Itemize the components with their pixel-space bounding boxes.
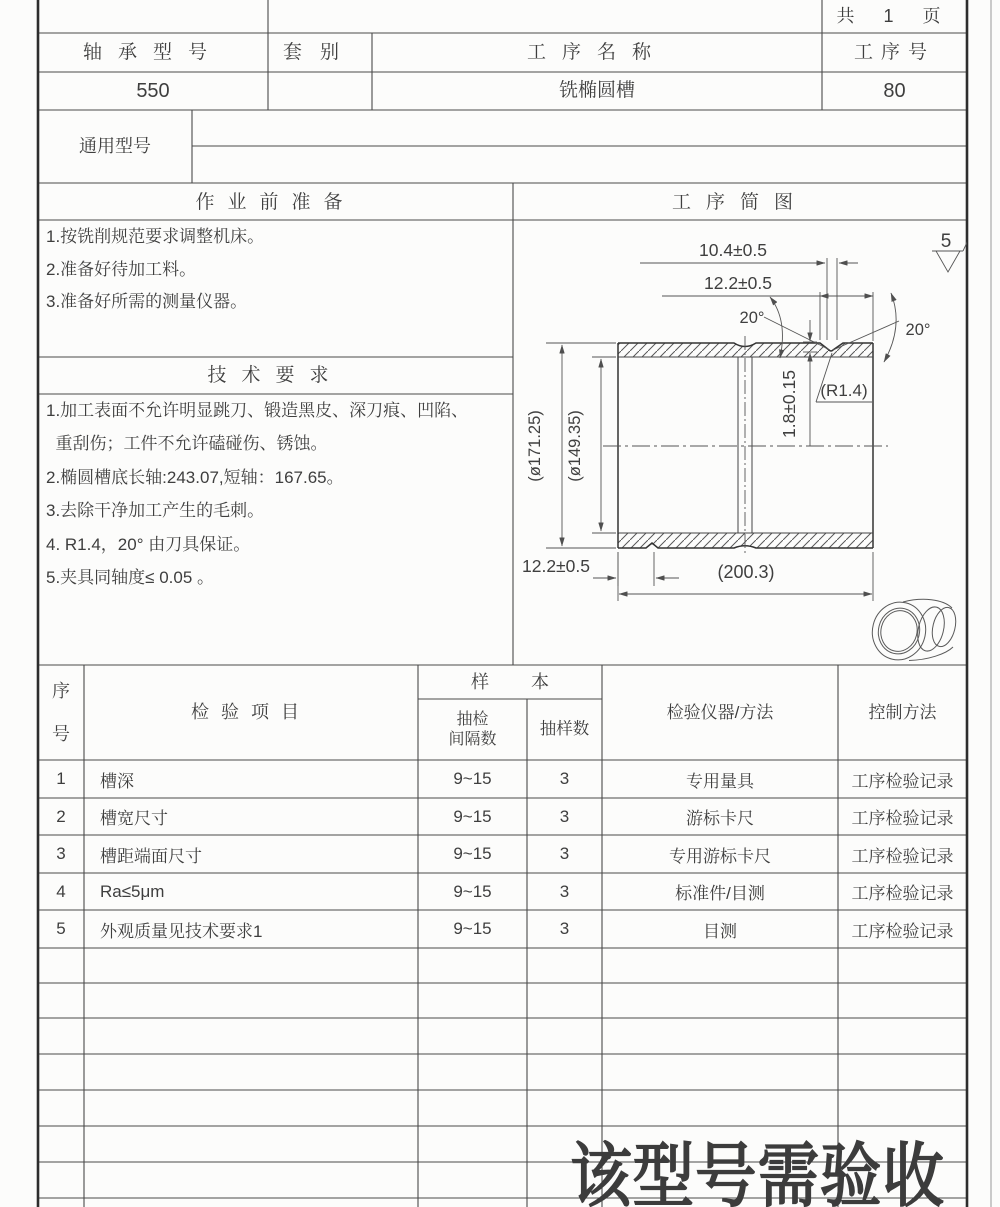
tech-line: 5.夹具同轴度≤ 0.05 。 bbox=[46, 568, 215, 588]
col-header-no bbox=[38, 665, 84, 760]
col-header-item: 检验项目 bbox=[191, 702, 311, 723]
tech-line: 4. R1.4，20° 由刀具保证。 bbox=[46, 535, 251, 555]
row-interval: 9~15 bbox=[453, 806, 492, 826]
tech-title: 技术要求 bbox=[207, 364, 344, 386]
col-header-no-line1: 序 bbox=[52, 680, 70, 701]
sleeve-type-header: 套别 bbox=[282, 41, 357, 63]
row-no: 4 bbox=[56, 881, 66, 901]
row-no: 1 bbox=[56, 769, 66, 788]
dim-od: (ø171.25) bbox=[526, 410, 544, 482]
dim-angle-left: 20° bbox=[739, 309, 765, 327]
col-header-no-line2: 号 bbox=[52, 724, 70, 744]
col-header-interval-line1: 抽检 bbox=[456, 710, 489, 728]
prep-title: 作业前准备 bbox=[195, 191, 356, 213]
dim-depth: 1.8±0.15 bbox=[779, 370, 799, 438]
row-instrument: 游标卡尺 bbox=[686, 809, 754, 828]
bearing-model-header: 轴承型号 bbox=[82, 41, 223, 63]
table-row bbox=[38, 910, 967, 948]
ring-3d-sketch bbox=[866, 596, 959, 665]
prep-item: 1.按铣削规范要求调整机床。 bbox=[46, 227, 265, 247]
prep-item: 2.准备好待加工料。 bbox=[46, 260, 197, 280]
row-no: 3 bbox=[56, 844, 66, 863]
row-interval: 9~15 bbox=[453, 919, 492, 938]
row-control: 工序检验记录 bbox=[851, 921, 954, 941]
tech-line: 1.加工表面不允许明显跳刀、锻造黑皮、深刀痕、凹陷、 bbox=[46, 401, 469, 421]
row-item: 槽距端面尺寸 bbox=[100, 846, 202, 866]
row-size: 3 bbox=[559, 769, 570, 788]
tech-line: 3.去除干净加工产生的毛刺。 bbox=[46, 501, 265, 521]
tech-line: 2.椭圆槽底长轴:243.07,短轴：167.65。 bbox=[46, 468, 344, 488]
col-header-sample-size: 抽样数 bbox=[539, 720, 590, 739]
dim-id: (ø149.35) bbox=[566, 410, 584, 482]
row-control: 工序检验记录 bbox=[851, 809, 954, 828]
table-row bbox=[38, 798, 967, 835]
general-model-label: 通用型号 bbox=[79, 136, 151, 157]
dim-groove-width2: 12.2±0.5 bbox=[704, 273, 772, 293]
row-instrument: 标准件/目测 bbox=[675, 884, 765, 903]
row-control: 工序检验记录 bbox=[851, 846, 954, 866]
diagram-title: 工序简图 bbox=[671, 191, 808, 213]
process-name-header: 工序名称 bbox=[526, 41, 667, 63]
row-item: Ra≤5μm bbox=[100, 881, 165, 901]
table-row bbox=[38, 835, 967, 873]
col-header-sample: 样本 bbox=[471, 671, 591, 692]
row-interval: 9~15 bbox=[453, 844, 492, 863]
row-no: 2 bbox=[56, 806, 66, 826]
col-header-control: 控制方法 bbox=[868, 702, 937, 722]
row-item: 槽宽尺寸 bbox=[100, 809, 168, 828]
row-item: 外观质量见技术要求1 bbox=[100, 921, 263, 941]
surface-finish-grade: 5 bbox=[940, 231, 952, 252]
row-item: 槽深 bbox=[100, 771, 134, 791]
sleeve-type-value bbox=[268, 72, 372, 110]
row-control: 工序检验记录 bbox=[851, 771, 954, 791]
row-instrument: 专用游标卡尺 bbox=[669, 846, 771, 866]
process-name-value: 铣椭圆槽 bbox=[558, 80, 635, 102]
table-row bbox=[38, 760, 967, 798]
dim-radius: (R1.4) bbox=[820, 381, 868, 400]
col-header-interval bbox=[418, 699, 527, 760]
process-no-value: 80 bbox=[883, 79, 906, 102]
total-pages-label: 共 1 页 bbox=[836, 6, 953, 27]
dim-groove-width: 10.4±0.5 bbox=[699, 240, 767, 260]
row-instrument: 专用量具 bbox=[686, 771, 754, 791]
row-no: 5 bbox=[56, 919, 66, 938]
dim-end-offset: 12.2±0.5 bbox=[522, 556, 590, 576]
row-size: 3 bbox=[559, 919, 570, 938]
row-size: 3 bbox=[559, 844, 570, 863]
table-row bbox=[38, 873, 967, 910]
bearing-model-value: 550 bbox=[136, 79, 170, 102]
row-interval: 9~15 bbox=[453, 769, 492, 788]
tech-line: 重刮伤；工件不允许磕碰伤、锈蚀。 bbox=[46, 434, 328, 454]
process-no-header: 工序号 bbox=[853, 41, 935, 63]
row-interval: 9~15 bbox=[453, 881, 492, 901]
acceptance-stamp: 该型号需验收 bbox=[570, 1137, 945, 1207]
col-header-instrument: 检验仪器/方法 bbox=[666, 702, 774, 722]
dim-length: (200.3) bbox=[717, 562, 775, 582]
dim-angle-right: 20° bbox=[905, 321, 931, 339]
row-size: 3 bbox=[559, 806, 570, 826]
row-instrument: 目测 bbox=[703, 921, 737, 941]
row-size: 3 bbox=[559, 881, 570, 901]
col-header-interval-line2: 间隔数 bbox=[448, 730, 497, 748]
row-control: 工序检验记录 bbox=[851, 884, 954, 903]
prep-item: 3.准备好所需的测量仪器。 bbox=[46, 292, 248, 312]
